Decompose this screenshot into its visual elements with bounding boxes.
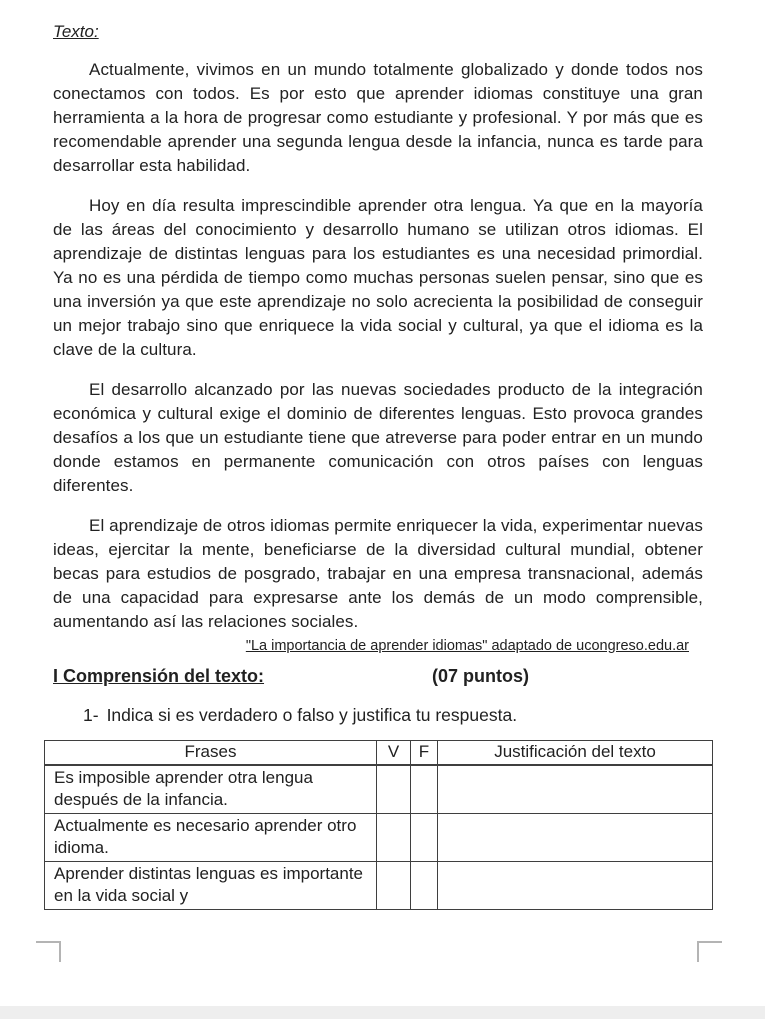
justificacion-cell <box>438 813 713 861</box>
margin-corner-mark-left <box>36 941 61 962</box>
question-number: 1- <box>83 705 99 725</box>
f-answer-cell <box>411 765 438 814</box>
v-answer-cell <box>377 813 411 861</box>
justificacion-cell <box>438 861 713 909</box>
f-answer-cell <box>411 861 438 909</box>
justificacion-cell <box>438 765 713 814</box>
table-row <box>45 813 713 861</box>
section-heading-row <box>53 666 703 692</box>
source-attribution: "La importancia de aprender idiomas" adaptado de ucongreso.edu.ar <box>245 638 689 654</box>
header-f: F <box>411 741 438 765</box>
f-answer-cell <box>411 813 438 861</box>
v-answer-cell <box>377 765 411 814</box>
texto-heading: Texto: <box>53 22 99 41</box>
frase-cell: Es imposible aprender otra lengua después de la infancia. <box>45 765 377 814</box>
paragraph-4: El aprendizaje de otros idiomas permite enriquecer la vida, experimentar nuevas ideas, ejercitar la mente, beneficiarse de la diversidad cultural mundial, obtener becas para estudios de posgrado, trabajar en una empresa transnacional, además de una capacidad para expresarse ante los demás de un modo comprensible, aumentando así las relaciones sociales. <box>53 516 703 631</box>
paragraph-2: Hoy en día resulta imprescindible aprender otra lengua. Ya que en la mayoría de las áreas del conocimiento y desarrollo humano se utilizan otros idiomas. El aprendizaje de distintas lenguas para los estudiantes es una necesidad primordial. Ya no es una pérdida de tiempo como muchas personas suelen pensar, sino que es una inversión ya que este aprendizaje no solo acrecienta la posibilidad de conseguir un mejor trabajo sino que enriquece la vida social y cultural, ya que el idioma es la clave de la cultura. <box>53 196 703 359</box>
table-header-row <box>45 741 713 765</box>
table-row <box>45 765 713 814</box>
paragraph-3: El desarrollo alcanzado por las nuevas sociedades producto de la integración económica y cultural exige el dominio de diferentes lenguas. Esto provoca grandes desafíos a los que un estudiante tiene que atreverse para poder entrar en un mundo donde estamos en permanente comunicación con otros países con lenguas diferentes. <box>53 380 703 495</box>
header-frases: Frases <box>45 741 377 765</box>
frase-cell: Actualmente es necesario aprender otro idioma. <box>45 813 377 861</box>
section-points: (07 puntos) <box>432 666 529 686</box>
header-justificacion: Justificación del texto <box>438 741 713 765</box>
margin-corner-mark-right <box>697 941 722 962</box>
v-answer-cell <box>377 861 411 909</box>
table-row <box>45 861 713 909</box>
frase-cell: Aprender distintas lenguas es importante en la vida social y <box>45 861 377 909</box>
page-bottom-separator <box>0 1006 765 1019</box>
section-title: I Comprensión del texto: <box>53 666 265 686</box>
header-v: V <box>377 741 411 765</box>
question-text: Indica si es verdadero o falso y justifica tu respuesta. <box>106 705 518 725</box>
true-false-table <box>44 740 713 910</box>
question-1 <box>83 703 703 727</box>
paragraph-1: Actualmente, vivimos en un mundo totalmente globalizado y donde todos nos conectamos con todos. Es por esto que aprender idiomas constituye una gran herramienta a la hora de progresar como estudiante y profesional. Y por más que es recomendable aprender una segunda lengua desde la infancia, nunca es tarde para desarrollar esta habilidad. <box>53 60 703 175</box>
